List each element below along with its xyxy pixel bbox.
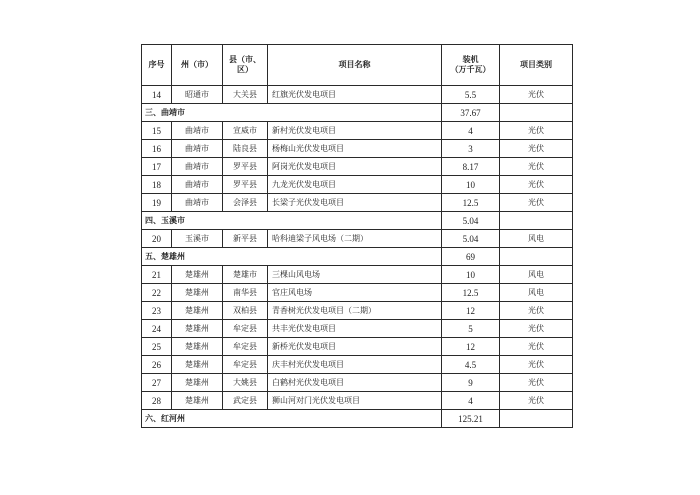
- cell-prefecture: 曲靖市: [172, 122, 223, 140]
- table-row: [142, 392, 573, 410]
- cell-prefecture: 曲靖市: [172, 176, 223, 194]
- table-row: [142, 284, 573, 302]
- cell-prefecture: 楚雄州: [172, 302, 223, 320]
- cell-prefecture: 楚雄州: [172, 266, 223, 284]
- cell-category: 光伏: [500, 86, 573, 104]
- cell-project-name: 红旗光伏发电项目: [268, 86, 442, 104]
- table-row: [142, 176, 573, 194]
- cell-category: 光伏: [500, 374, 573, 392]
- table-row: [142, 122, 573, 140]
- cell-capacity: 10: [442, 176, 500, 194]
- cell-project-name: 杨梅山光伏发电项目: [268, 140, 442, 158]
- cell-prefecture: 楚雄州: [172, 392, 223, 410]
- section-name: 六、红河州: [142, 410, 442, 428]
- cell-category: 光伏: [500, 140, 573, 158]
- header-capacity-line2: （万千瓦）: [450, 65, 491, 74]
- cell-capacity: 10: [442, 266, 500, 284]
- cell-capacity: 3: [442, 140, 500, 158]
- cell-project-name: 哈科迪梁子风电场（二期）: [268, 230, 442, 248]
- section-name: 五、楚雄州: [142, 248, 442, 266]
- section-row: [142, 410, 573, 428]
- cell-project-name: 阿岗光伏发电项目: [268, 158, 442, 176]
- header-prefecture: 州（市）: [172, 45, 223, 86]
- cell-capacity: 9: [442, 374, 500, 392]
- cell-county: 楚雄市: [223, 266, 268, 284]
- table-row: [142, 320, 573, 338]
- cell-project-name: 官庄风电场: [268, 284, 442, 302]
- section-category-empty: [500, 104, 573, 122]
- table-header-row: [142, 45, 573, 86]
- cell-capacity: 5.5: [442, 86, 500, 104]
- section-capacity: 5.04: [442, 212, 500, 230]
- section-row: [142, 212, 573, 230]
- cell-seq: 19: [142, 194, 172, 212]
- cell-seq: 25: [142, 338, 172, 356]
- table-row: [142, 194, 573, 212]
- cell-county: 罗平县: [223, 176, 268, 194]
- section-capacity: 125.21: [442, 410, 500, 428]
- cell-capacity: 4.5: [442, 356, 500, 374]
- header-capacity: [442, 45, 500, 86]
- header-category: 项目类别: [500, 45, 573, 86]
- cell-project-name: 新村光伏发电项目: [268, 122, 442, 140]
- cell-prefecture: 曲靖市: [172, 158, 223, 176]
- cell-county: 大关县: [223, 86, 268, 104]
- cell-project-name: 狮山河对门光伏发电项目: [268, 392, 442, 410]
- cell-seq: 22: [142, 284, 172, 302]
- cell-capacity: 4: [442, 122, 500, 140]
- table-row: [142, 230, 573, 248]
- section-category-empty: [500, 248, 573, 266]
- section-category-empty: [500, 212, 573, 230]
- cell-county: 新平县: [223, 230, 268, 248]
- cell-project-name: 白鹤村光伏发电项目: [268, 374, 442, 392]
- cell-category: 光伏: [500, 392, 573, 410]
- cell-category: 风电: [500, 284, 573, 302]
- cell-prefecture: 楚雄州: [172, 338, 223, 356]
- cell-seq: 21: [142, 266, 172, 284]
- cell-seq: 27: [142, 374, 172, 392]
- header-project: 项目名称: [268, 45, 442, 86]
- cell-category: 光伏: [500, 320, 573, 338]
- cell-county: 牟定县: [223, 320, 268, 338]
- cell-prefecture: 曲靖市: [172, 194, 223, 212]
- cell-seq: 16: [142, 140, 172, 158]
- cell-capacity: 12.5: [442, 284, 500, 302]
- cell-prefecture: 昭通市: [172, 86, 223, 104]
- cell-category: 光伏: [500, 194, 573, 212]
- cell-county: 双柏县: [223, 302, 268, 320]
- table-row: [142, 86, 573, 104]
- cell-county: 宣威市: [223, 122, 268, 140]
- section-row: [142, 104, 573, 122]
- section-capacity: 37.67: [442, 104, 500, 122]
- cell-category: 光伏: [500, 302, 573, 320]
- cell-project-name: 长梁子光伏发电项目: [268, 194, 442, 212]
- table-row: [142, 356, 573, 374]
- cell-seq: 17: [142, 158, 172, 176]
- section-row: [142, 248, 573, 266]
- cell-seq: 15: [142, 122, 172, 140]
- cell-county: 南华县: [223, 284, 268, 302]
- cell-seq: 26: [142, 356, 172, 374]
- table-row: [142, 158, 573, 176]
- cell-prefecture: 玉溪市: [172, 230, 223, 248]
- cell-project-name: 共丰光伏发电项目: [268, 320, 442, 338]
- cell-seq: 14: [142, 86, 172, 104]
- cell-prefecture: 楚雄州: [172, 320, 223, 338]
- cell-capacity: 5.04: [442, 230, 500, 248]
- cell-category: 光伏: [500, 338, 573, 356]
- cell-county: 会泽县: [223, 194, 268, 212]
- cell-county: 牟定县: [223, 356, 268, 374]
- cell-county: 牟定县: [223, 338, 268, 356]
- cell-seq: 28: [142, 392, 172, 410]
- cell-category: 光伏: [500, 158, 573, 176]
- cell-category: 风电: [500, 266, 573, 284]
- cell-seq: 18: [142, 176, 172, 194]
- cell-capacity: 12: [442, 338, 500, 356]
- header-seq: 序号: [142, 45, 172, 86]
- cell-capacity: 4: [442, 392, 500, 410]
- cell-project-name: 青香树光伏发电项目（二期）: [268, 302, 442, 320]
- cell-prefecture: 楚雄州: [172, 284, 223, 302]
- cell-category: 光伏: [500, 122, 573, 140]
- cell-seq: 23: [142, 302, 172, 320]
- section-capacity: 69: [442, 248, 500, 266]
- cell-seq: 24: [142, 320, 172, 338]
- cell-capacity: 12.5: [442, 194, 500, 212]
- cell-project-name: 三棵山风电场: [268, 266, 442, 284]
- cell-capacity: 5: [442, 320, 500, 338]
- cell-county: 武定县: [223, 392, 268, 410]
- table-row: [142, 266, 573, 284]
- header-capacity-line1: 装机: [462, 55, 479, 64]
- cell-capacity: 12: [442, 302, 500, 320]
- table-row: [142, 338, 573, 356]
- cell-category: 风电: [500, 230, 573, 248]
- cell-prefecture: 楚雄州: [172, 356, 223, 374]
- cell-county: 大姚县: [223, 374, 268, 392]
- cell-project-name: 九龙光伏发电项目: [268, 176, 442, 194]
- cell-county: 陆良县: [223, 140, 268, 158]
- header-county: 县（市、区）: [223, 45, 268, 86]
- cell-prefecture: 曲靖市: [172, 140, 223, 158]
- section-name: 四、玉溪市: [142, 212, 442, 230]
- cell-county: 罗平县: [223, 158, 268, 176]
- project-table: [141, 44, 573, 428]
- cell-project-name: 庆丰村光伏发电项目: [268, 356, 442, 374]
- cell-category: 光伏: [500, 356, 573, 374]
- table-body: [142, 86, 573, 428]
- section-name: 三、曲靖市: [142, 104, 442, 122]
- table-row: [142, 302, 573, 320]
- cell-capacity: 8.17: [442, 158, 500, 176]
- cell-category: 光伏: [500, 176, 573, 194]
- table-row: [142, 140, 573, 158]
- table-row: [142, 374, 573, 392]
- cell-prefecture: 楚雄州: [172, 374, 223, 392]
- cell-project-name: 新桥光伏发电项目: [268, 338, 442, 356]
- cell-seq: 20: [142, 230, 172, 248]
- section-category-empty: [500, 410, 573, 428]
